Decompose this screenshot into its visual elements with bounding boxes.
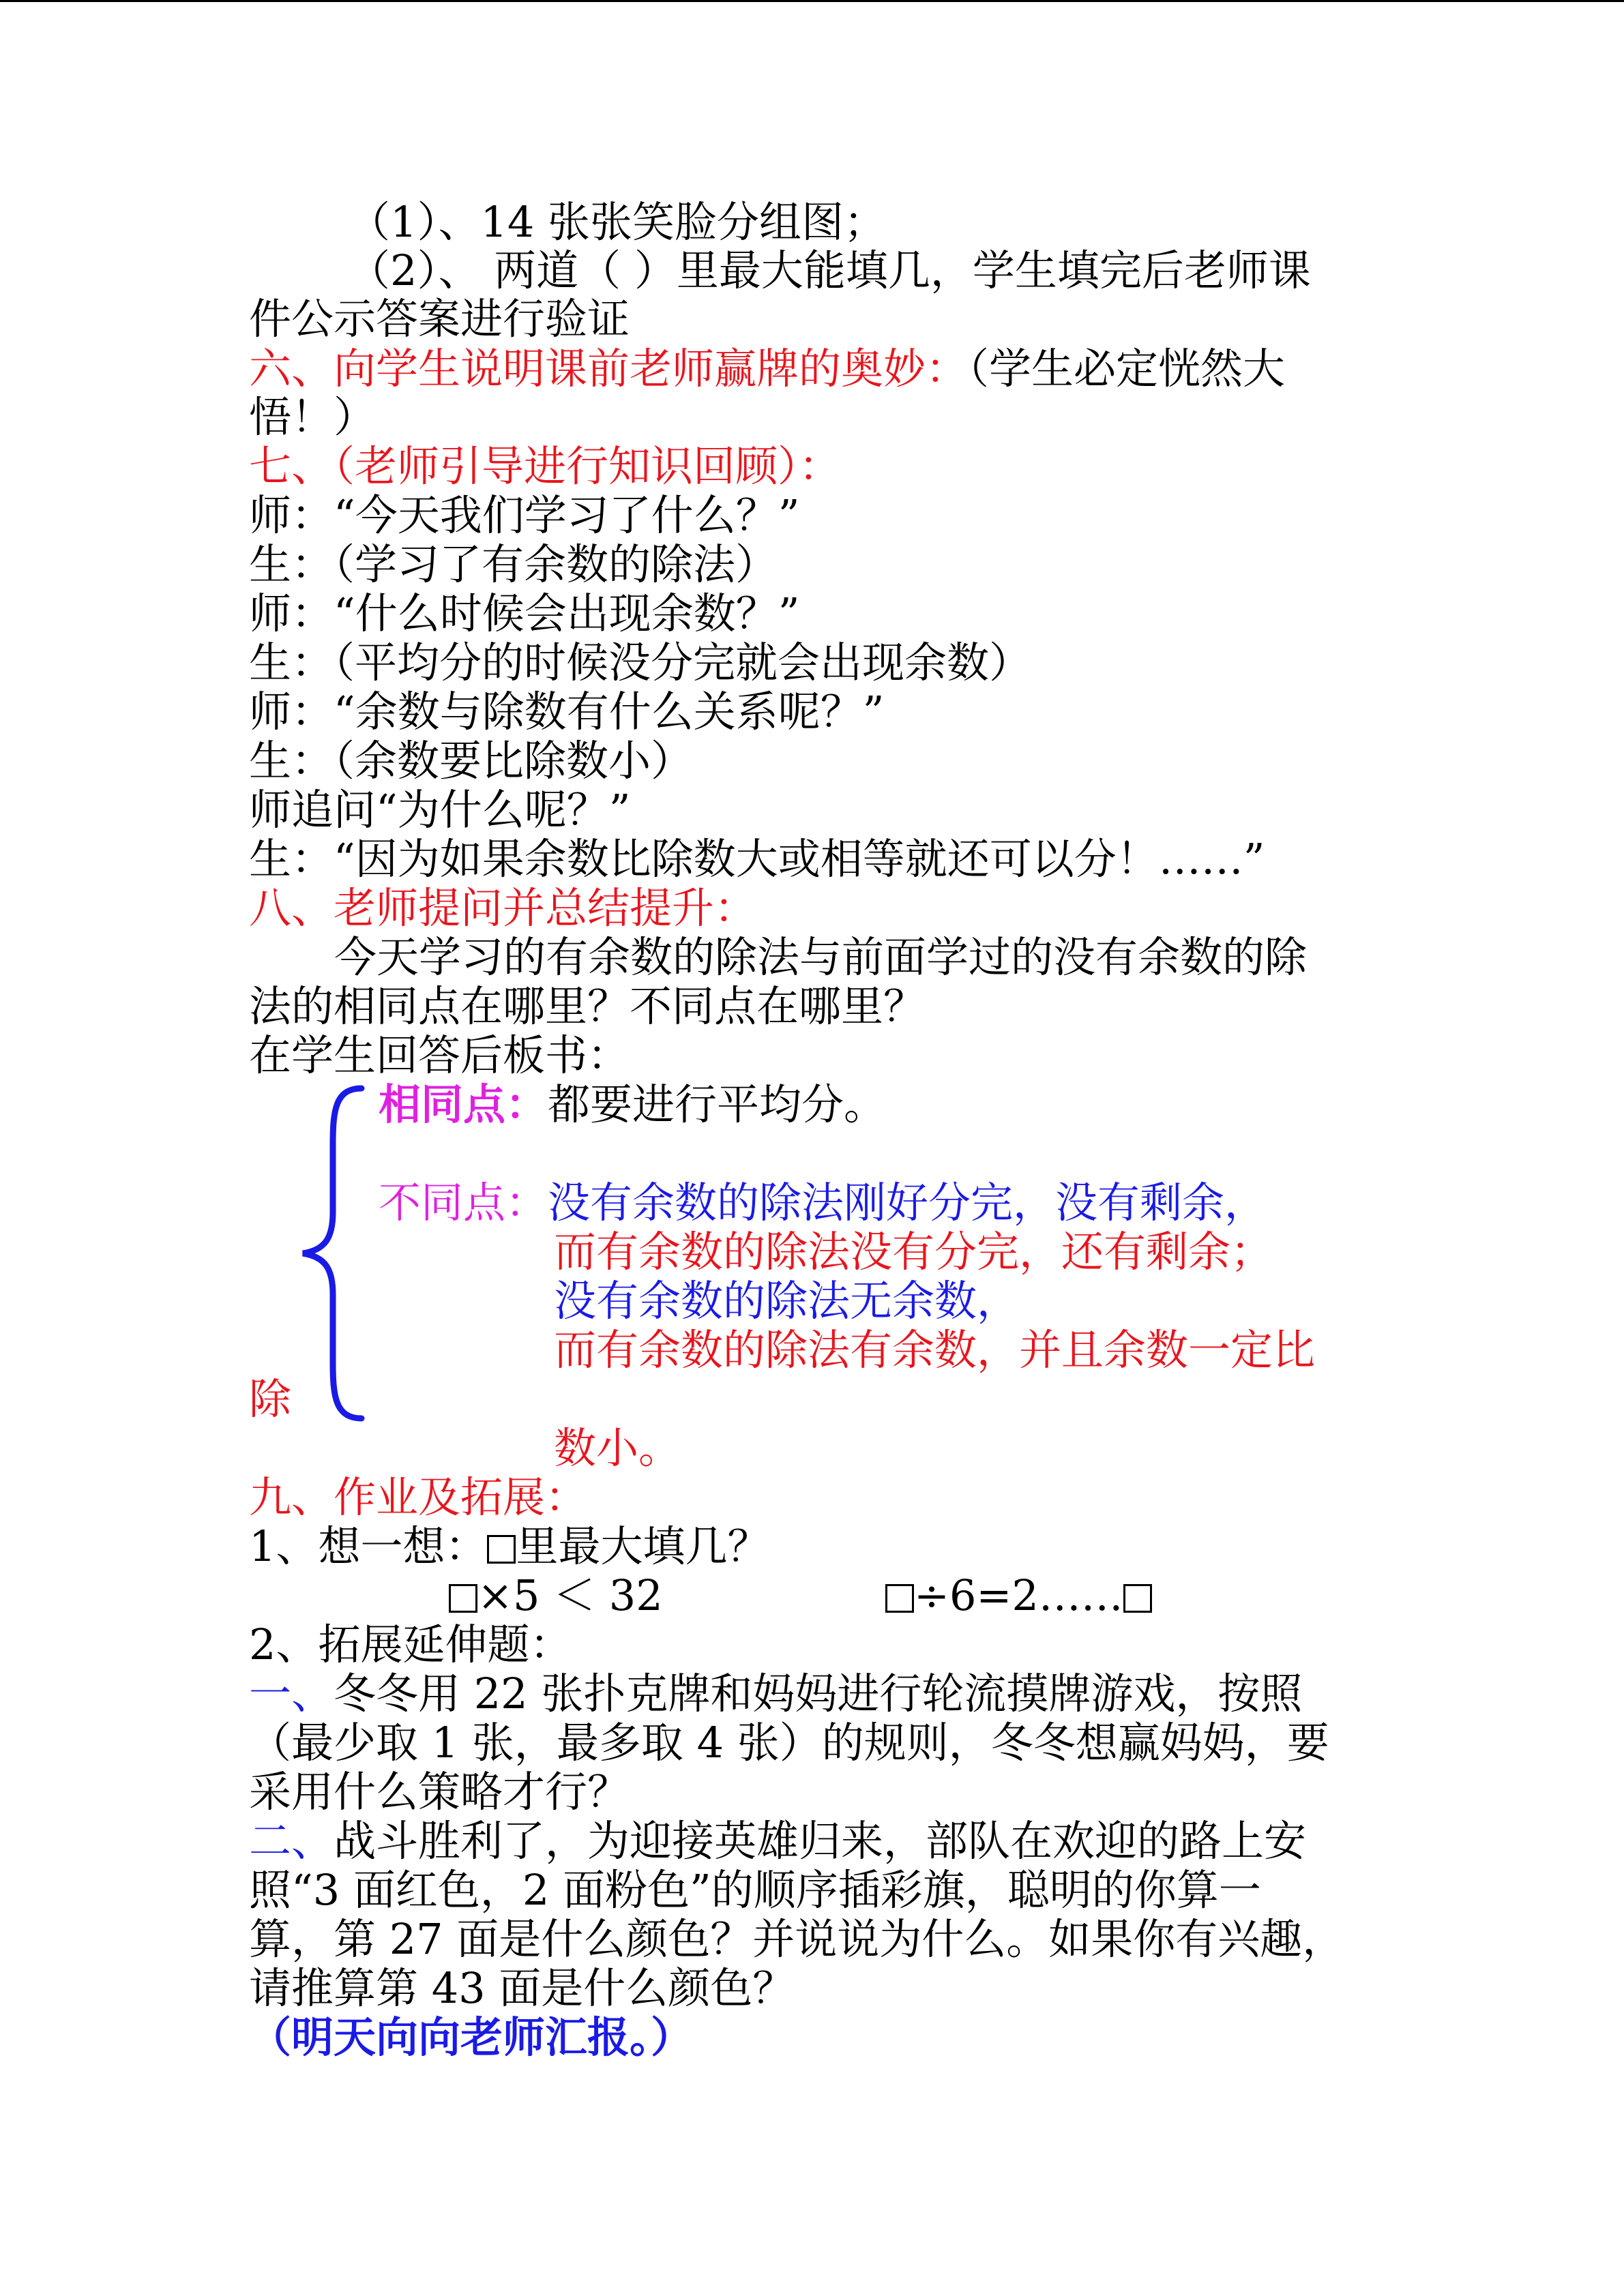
homework-1 <box>249 1522 769 1571</box>
difference-text-4-wrap: 除 <box>249 1374 292 1424</box>
section-6 <box>249 344 1285 393</box>
equation-1 <box>449 1571 663 1620</box>
equation-2 <box>885 1571 1152 1620</box>
difference-label: 不同点： <box>379 1178 548 1227</box>
difference-text-2: 而有余数的除法没有分完，还有剩余； <box>554 1227 1273 1277</box>
blank-box-icon <box>885 1584 914 1613</box>
question-2-line-1 <box>249 1817 1306 1866</box>
section-6-note: （学生必定恍然大 <box>968 344 1286 393</box>
question-1-number: 一、 <box>249 1669 334 1718</box>
difference-row-1 <box>379 1178 1267 1227</box>
question-2-line-4: 请推算第 43 面是什么颜色？ <box>249 1963 795 2013</box>
question-2-number: 二、 <box>249 1816 334 1866</box>
question-2-line-3: 算，第 27 面是什么颜色？并说说为什么。如果你有兴趣， <box>249 1914 1345 1964</box>
blank-box-icon <box>487 1535 516 1564</box>
homework-1-label: 1、想一想： <box>249 1521 488 1571</box>
question-2-line-2: 照“3 面红色，2 面粉色”的顺序插彩旗，聪明的你算一 <box>249 1865 1261 1915</box>
homework-1-question: 里最大填几？ <box>516 1521 770 1571</box>
question-2-text: 战斗胜利了，为迎接英雄归来，部队在欢迎的路上安 <box>334 1816 1307 1866</box>
curly-brace-icon <box>293 1083 375 1424</box>
same-point-label: 相同点： <box>379 1079 548 1129</box>
question-1-line-1 <box>249 1669 1302 1718</box>
section-6-heading: 六、向学生说明课前老师赢牌的奥妙： <box>249 344 969 393</box>
section-9-heading: 九、作业及拓展： <box>249 1472 588 1522</box>
equation-1-text: ×5 ＜ 32 <box>477 1570 663 1620</box>
blank-box-icon <box>1123 1584 1152 1613</box>
dialogue-line-7: 师追问“为什么呢？” <box>249 785 631 835</box>
section-8-heading: 八、老师提问并总结提升： <box>249 883 757 933</box>
difference-text-5: 数小。 <box>554 1423 681 1473</box>
dialogue-line-6: 生：（余数要比除数小） <box>249 736 694 786</box>
same-point-text: 都要进行平均分。 <box>548 1079 887 1129</box>
top-border-rule <box>0 0 1624 2</box>
item-2-continued: 件公示答案进行验证 <box>249 294 630 344</box>
item-1: （1）、14 张张笑脸分组图； <box>348 197 887 247</box>
question-1-text: 冬冬用 22 张扑克牌和妈妈进行轮流摸牌游戏，按照 <box>334 1669 1303 1718</box>
same-point-row <box>379 1080 886 1129</box>
dialogue-line-5: 师：“余数与除数有什么关系呢？” <box>249 687 885 736</box>
dialogue-line-2: 生：（学习了有余数的除法） <box>249 539 778 589</box>
closing-note: （明天向向老师汇报。） <box>249 2012 694 2062</box>
board-intro: 在学生回答后板书： <box>249 1030 630 1080</box>
equation-2-text: ÷6=2…… <box>914 1570 1123 1620</box>
item-2: （2）、 两道（ ）里最大能填几，学生填完后老师课 <box>348 245 1311 295</box>
difference-text-3: 没有余数的除法无余数， <box>554 1276 1020 1326</box>
section-8-paragraph-continued: 法的相同点在哪里？不同点在哪里？ <box>249 981 926 1031</box>
question-1-line-2: （最少取 1 张，最多取 4 张）的规则，冬冬想赢妈妈，要 <box>249 1718 1329 1768</box>
section-7-heading: 七、（老师引导进行知识回顾）： <box>249 441 842 491</box>
homework-2-label: 2、拓展延伸题： <box>249 1620 572 1669</box>
dialogue-line-1: 师：“今天我们学习了什么？” <box>249 490 800 540</box>
dialogue-line-3: 师：“什么时候会出现余数？” <box>249 588 800 638</box>
dialogue-line-4: 生：（平均分的时候没分完就会出现余数） <box>249 638 1032 687</box>
section-6-note-continued: 悟！） <box>249 392 377 442</box>
question-1-line-3: 采用什么策略才行？ <box>249 1767 630 1817</box>
difference-text-1: 没有余数的除法刚好分完，没有剩余， <box>548 1178 1267 1227</box>
difference-text-4: 而有余数的除法有余数，并且余数一定比 <box>554 1325 1316 1375</box>
dialogue-line-8: 生：“因为如果余数比除数大或相等就还可以分！……” <box>249 834 1265 884</box>
blank-box-icon <box>449 1584 477 1613</box>
section-8-paragraph: 今天学习的有余数的除法与前面学过的没有余数的除 <box>334 932 1308 982</box>
